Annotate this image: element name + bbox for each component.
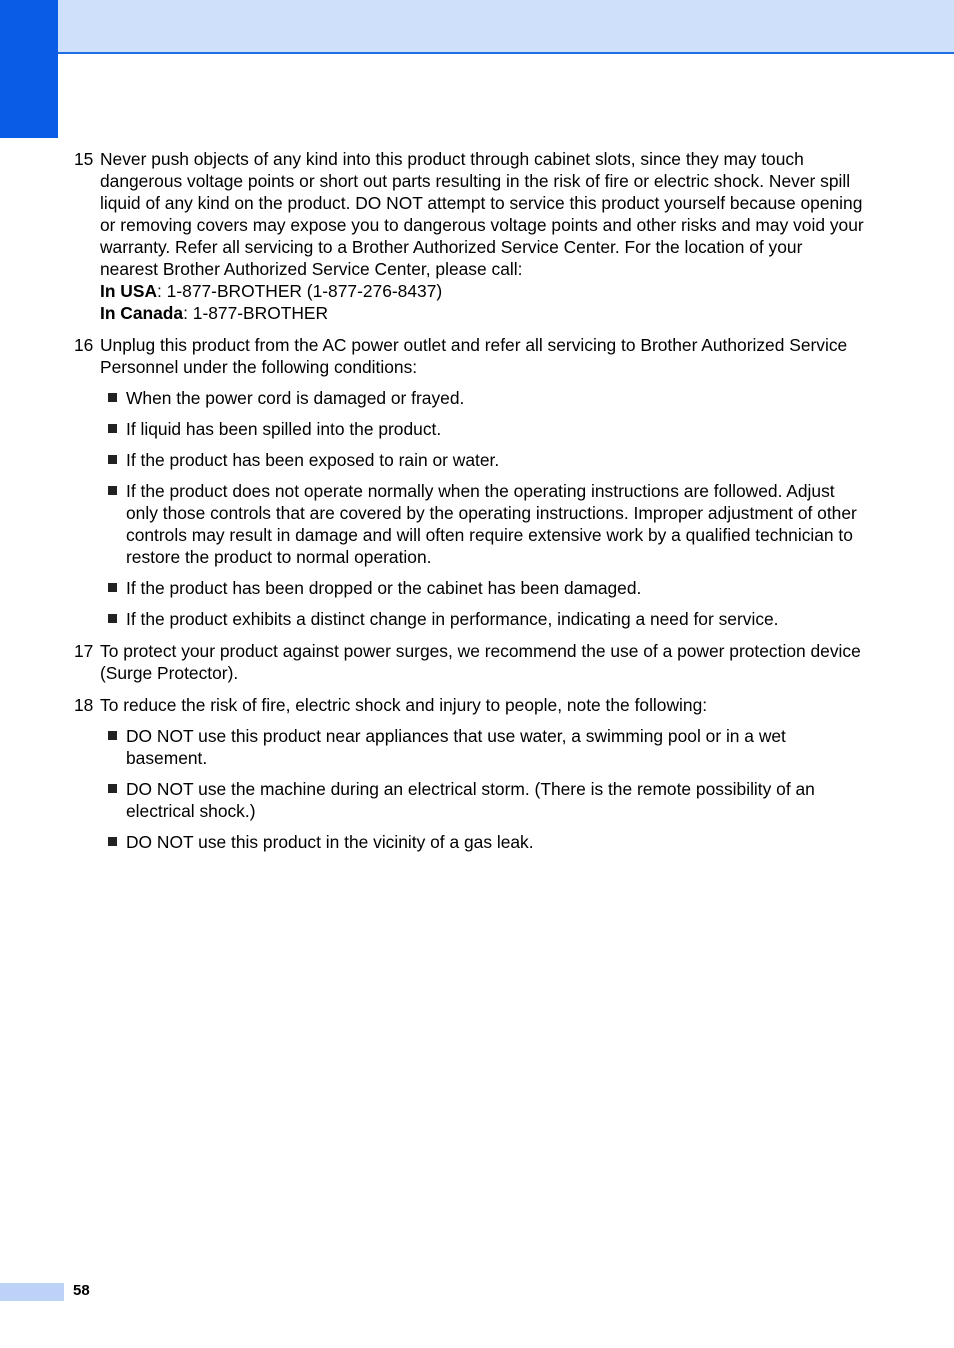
item-text: Never push objects of any kind into this product through cabinet slots, since they may touch dangerous voltage points or short out parts resulting in the risk of fire or electric shock. Never spill liquid of any kind on the product. DO NOT attempt to service this product yourself because opening or removing covers may expose you to dangerous voltage points and other risks and may void your warranty. Refer all servicing to a Brother Authorized Service Center. For the location of your nearest Brother Authorized Service Center, please call:	[100, 149, 864, 279]
bullet-text: DO NOT use the machine during an electrical storm. (There is the remote possibility of an electrical shock.)	[126, 779, 815, 821]
item-number: 18	[74, 695, 94, 715]
square-bullet-icon	[108, 837, 117, 846]
bullet-text: DO NOT use this product near appliances that use water, a swimming pool or in a wet basement.	[126, 726, 786, 768]
bullet-text: If liquid has been spilled into the product.	[126, 419, 442, 439]
square-bullet-icon	[108, 583, 117, 592]
bullet-item	[100, 577, 864, 599]
usa-phone: : 1-877-BROTHER (1-877-276-8437)	[157, 281, 443, 301]
bullet-list	[100, 387, 864, 630]
bullet-text: If the product has been dropped or the cabinet has been damaged.	[126, 578, 642, 598]
chapter-tab-block	[0, 0, 58, 138]
bullet-text: DO NOT use this product in the vicinity of a gas leak.	[126, 832, 534, 852]
bullet-text: If the product has been exposed to rain or water.	[126, 450, 500, 470]
square-bullet-icon	[108, 393, 117, 402]
item-number: 16	[74, 335, 94, 355]
bullet-item	[100, 480, 864, 568]
item-number: 15	[74, 149, 94, 169]
canada-phone: : 1-877-BROTHER	[183, 303, 329, 323]
canada-contact	[100, 302, 864, 324]
bullet-text: When the power cord is damaged or frayed.	[126, 388, 465, 408]
usa-label: In USA	[100, 281, 158, 301]
square-bullet-icon	[108, 614, 117, 623]
page-number: 58	[73, 1282, 90, 1299]
canada-label: In Canada	[100, 303, 184, 323]
item-text: To reduce the risk of fire, electric shock and injury to people, note the following:	[100, 695, 708, 715]
square-bullet-icon	[108, 455, 117, 464]
instruction-item-18	[74, 694, 864, 853]
bullet-item	[100, 725, 864, 769]
square-bullet-icon	[108, 784, 117, 793]
footer-page-tab	[0, 1283, 64, 1301]
bullet-text: If the product exhibits a distinct change in performance, indicating a need for service.	[126, 609, 779, 629]
bullet-item	[100, 387, 864, 409]
square-bullet-icon	[108, 424, 117, 433]
square-bullet-icon	[108, 486, 117, 495]
safety-instructions-list	[74, 148, 864, 863]
instruction-item-15	[74, 148, 864, 324]
bullet-item	[100, 449, 864, 471]
bullet-item	[100, 778, 864, 822]
item-text: Unplug this product from the AC power outlet and refer all servicing to Brother Authorized Service Personnel under the following conditions:	[100, 335, 848, 377]
bullet-text: If the product does not operate normally when the operating instructions are followed. Adjust only those controls that are covered by the operating instructions. Improper adjustment of other controls may result in damage and will often require extensive work by a qualified technician to restore the product to normal operation.	[126, 481, 857, 567]
square-bullet-icon	[108, 731, 117, 740]
instruction-item-17	[74, 640, 864, 684]
bullet-item	[100, 831, 864, 853]
header-band	[58, 0, 954, 54]
bullet-list	[100, 725, 864, 853]
item-number: 17	[74, 641, 94, 661]
instruction-item-16	[74, 334, 864, 630]
usa-contact	[100, 280, 864, 302]
bullet-item	[100, 608, 864, 630]
bullet-item	[100, 418, 864, 440]
item-text: To protect your product against power surges, we recommend the use of a power protection device (Surge Protector).	[100, 641, 861, 683]
